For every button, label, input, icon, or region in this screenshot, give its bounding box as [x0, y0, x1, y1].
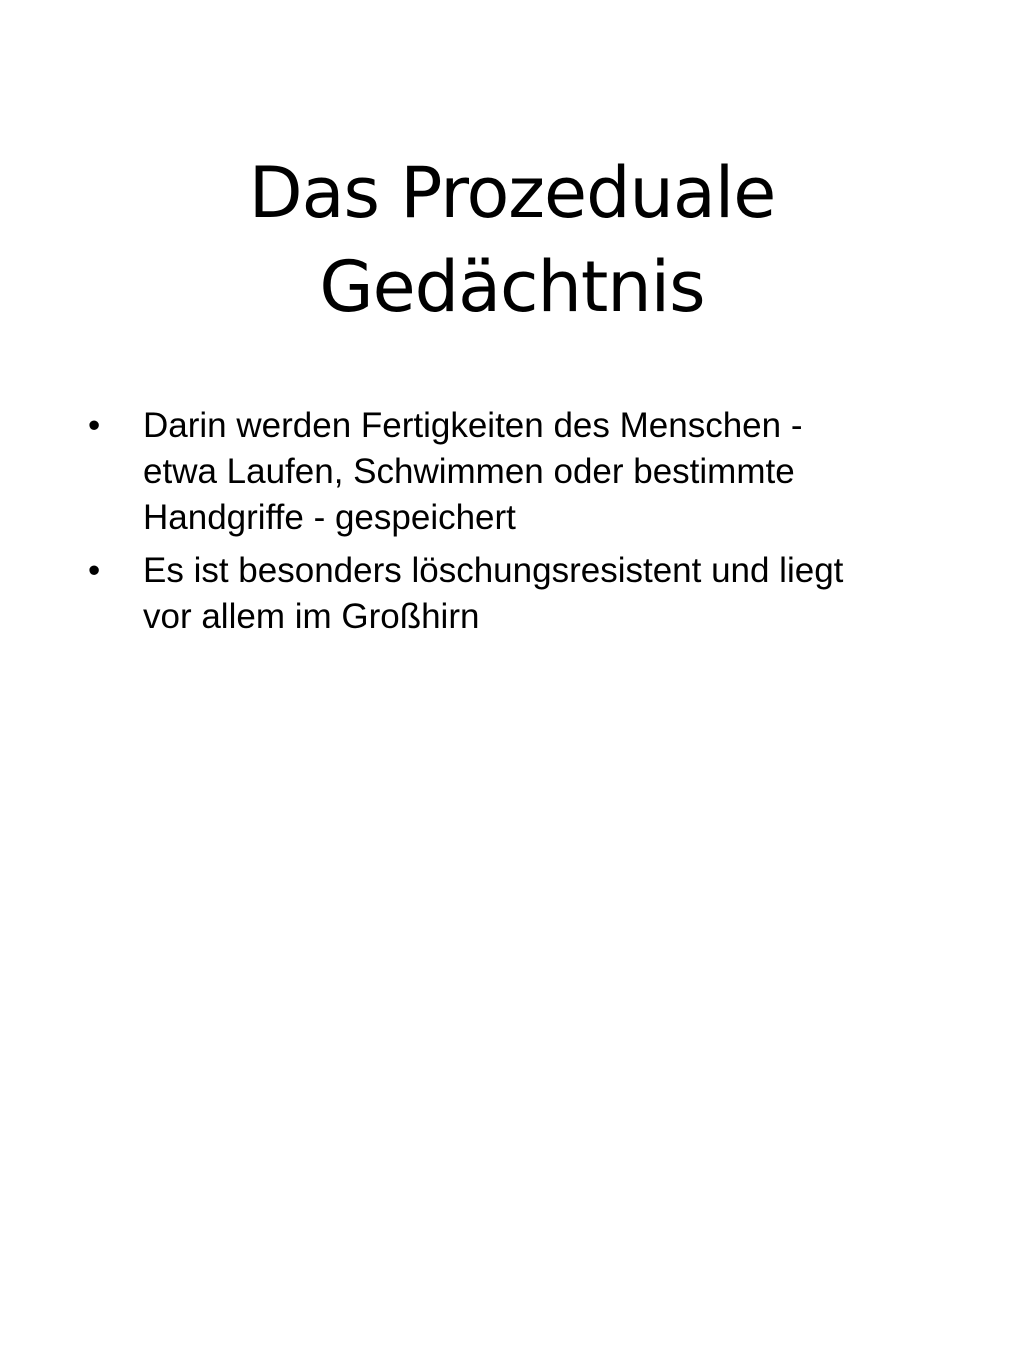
bullet-item [88, 548, 918, 640]
bullet-text-line: Es ist besonders löschungsresistent und liegt [143, 551, 844, 590]
bullet-text-line: Darin werden Fertigkeiten des Menschen - [143, 406, 803, 445]
bullet-text-line: etwa Laufen, Schwimmen oder bestimmte [143, 452, 795, 491]
bullet-text [143, 548, 918, 640]
bullet-icon: • [88, 406, 101, 445]
slide-title [112, 146, 912, 334]
bullet-icon: • [88, 551, 101, 590]
bullet-text-line: vor allem im Großhirn [143, 597, 480, 636]
bullet-text [143, 403, 918, 541]
bullet-list [88, 403, 918, 647]
bullet-text-line: Handgriffe - gespeichert [143, 498, 516, 537]
slide-title-line: Das Prozeduale [248, 152, 776, 234]
slide-title-line: Gedächtnis [319, 246, 705, 328]
bullet-item [88, 403, 918, 541]
